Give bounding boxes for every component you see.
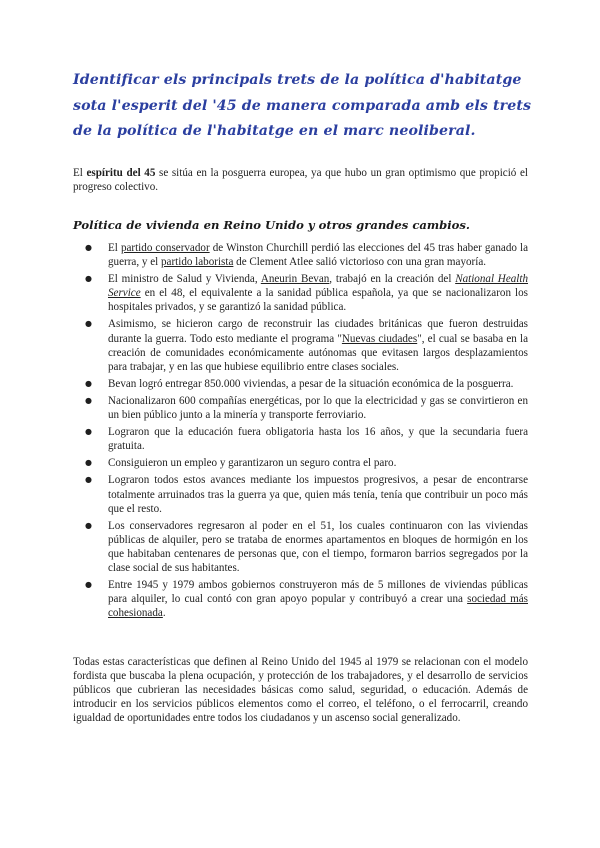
bullet-text: , trabajó en la creación del: [329, 273, 456, 286]
link-aneurin-bevan[interactable]: Aneurin Bevan: [260, 273, 330, 286]
bullet-list: [73, 241, 528, 623]
intro-bold-term: espíritu del 45: [86, 167, 156, 179]
bullet-item: [73, 317, 528, 373]
closing-paragraph: Todas estas características que definen al Reino Unido del 1945 al 1979 se relacionan con el modelo fordista que buscaba la plena ocupación, y protección de los trabajadores, y el desarrollo de servicios públicos que cubrieran las necesidades básicas como salud, seguridad, o educación. Además de introducir en los servicios públicos elementos como el correo, el teléfono, o el ferrocarril, creando igualdad de oportunidades entre todos los ciudadanos y un ascenso social generalizado.: [73, 656, 528, 725]
link-nuevas-ciudades[interactable]: Nuevas ciudades: [341, 332, 418, 345]
bullet-item: ● Lograron que la educación fuera obligatoria hasta los 16 años, y que la secundaria fuera gratuita.: [73, 425, 528, 453]
intro-text-after: se sitúa en la posguerra europea, ya que hubo un gran optimismo que propició el progreso colectivo.: [73, 167, 528, 194]
bullet-item: ● Los conservadores regresaron al poder en el 51, los cuales continuaron con las viviendas públicas de alquiler, pero se trataba de enormes apartamentos en bloques de hormigón en los que habitaban centenares de personas que, con el tiempo, formaron barrios segregados por la clase social de sus habitantes.: [73, 519, 528, 575]
bullet-text: ", el cual se basaba en la creación de comunidades económicamente autónomas que evitasen largos desplazamientos para trabajar, y en las que hubiese equilibrio entre clases sociales.: [108, 332, 529, 373]
section-subheading: Política de vivienda en Reino Unido y otros grandes cambios.: [73, 218, 470, 232]
bullet-item: ● Bevan logró entregar 850.000 viviendas, a pesar de la situación económica de la posguerra.: [73, 377, 528, 391]
document-title: Identificar els principals trets de la política d'habitatge sota l'esperit del '45 de manera comparada amb els trets de la política de l'habitatge en el marc neoliberal.: [73, 72, 532, 139]
bullet-text: de Winston Churchill perdió las elecciones del 45 tras haber ganado la guerra, y el: [108, 242, 528, 269]
bullet-item: ● Lograron todos estos avances mediante los impuestos progresivos, a pesar de encontrarse totalmente arruinados tras la guerra ya que, quien más tenía, tenía que contribuir un poco más que el resto.: [73, 473, 528, 515]
link-national-health-service[interactable]: National Health Service: [108, 273, 529, 300]
bullet-item: [73, 241, 528, 269]
bullet-text: Asimismo, se hicieron cargo de reconstruir las ciudades británicas que fueron destruidas durante la guerra. Todo esto mediante el programa ": [108, 318, 528, 345]
link-partido-conservador[interactable]: partido conservador: [120, 242, 210, 254]
bullet-text: El: [108, 242, 121, 254]
bullet-item: [73, 272, 528, 314]
bullet-text: de Clement Atlee salió victorioso con una gran mayoría.: [233, 256, 487, 269]
bullet-text: en el 48, el equivalente a la sanidad pública española, ya que se nacionalizaron los hospitales privados, y se garantizó la sanidad pública.: [108, 287, 528, 314]
bullet-text: Entre 1945 y 1979 ambos gobiernos construyeron más de 5 millones de viviendas públicas para alquiler, lo cual contó con gran apoyo popular y contribuyó a crear una: [108, 579, 528, 606]
bullet-text: .: [162, 607, 166, 620]
intro-text-before: El: [73, 167, 87, 179]
bullet-item: [73, 578, 528, 620]
intro-paragraph: [73, 166, 528, 195]
bullet-item: ● Consiguieron un empleo y garantizaron un seguro contra el paro.: [73, 456, 528, 470]
bullet-text: El ministro de Salud y Vivienda,: [108, 273, 261, 286]
link-sociedad-cohesionada[interactable]: sociedad más cohesionada: [108, 593, 528, 620]
link-partido-laborista[interactable]: partido laborista: [160, 256, 234, 269]
bullet-item: ● Nacionalizaron 600 compañías energéticas, por lo que la electricidad y gas se convirtieron en un bien público junto a la minería y transporte ferroviario.: [73, 394, 528, 422]
